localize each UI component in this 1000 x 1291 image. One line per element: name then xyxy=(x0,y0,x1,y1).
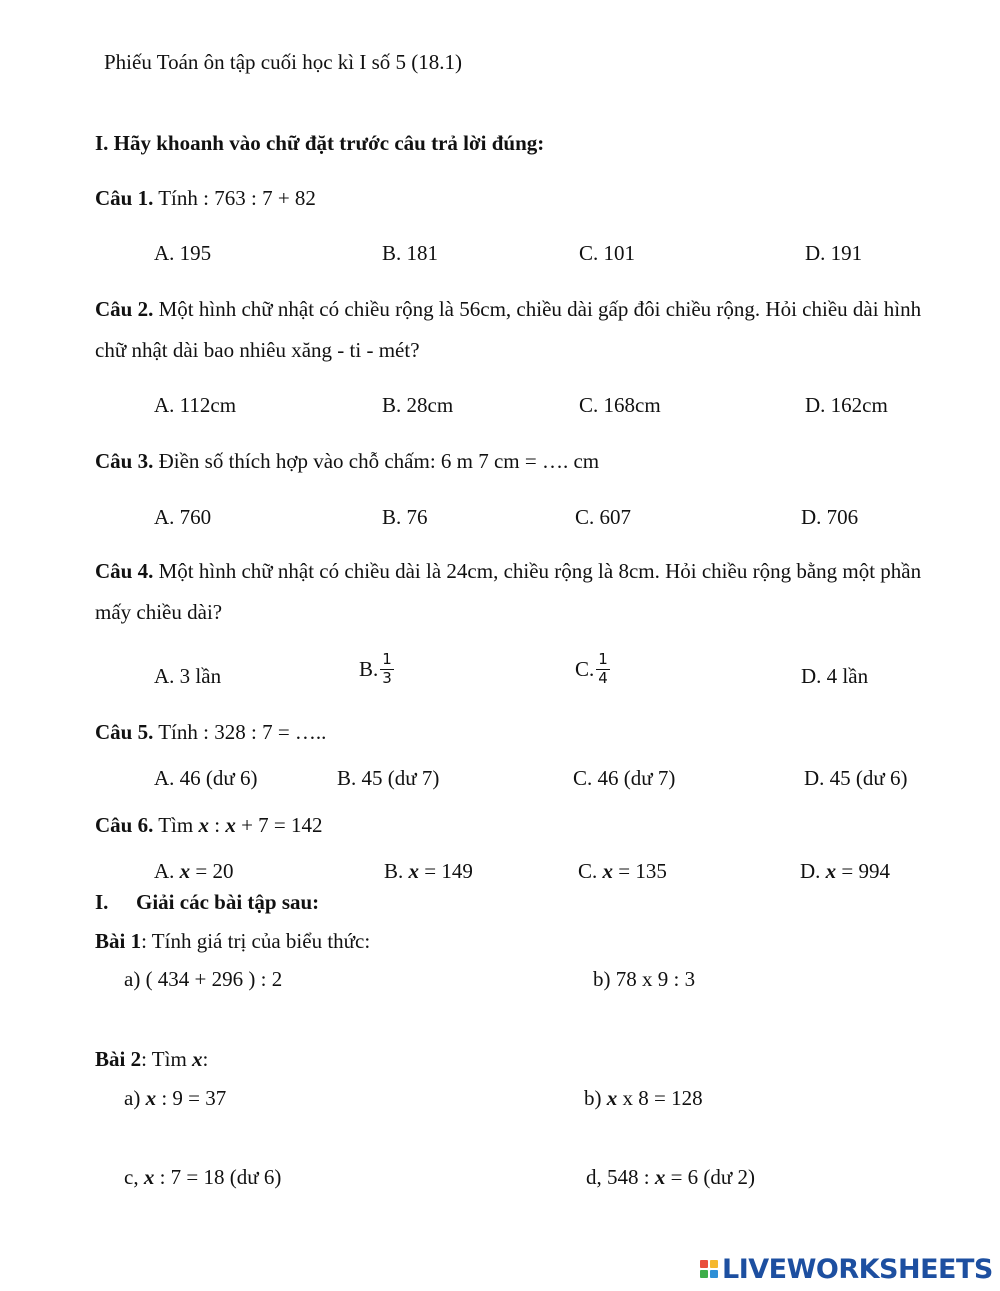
part-prefix: b) xyxy=(584,1086,602,1110)
question-6-equation: + 7 = 142 xyxy=(241,813,323,837)
exercise-1-part-a: a) ( 434 + 296 ) : 2 xyxy=(124,967,283,991)
section-2-heading: Giải các bài tập sau: xyxy=(136,890,320,914)
exercise-2-text: : Tìm xyxy=(141,1047,187,1071)
q3-option-c[interactable]: C. 607 xyxy=(575,505,632,529)
q3-option-d[interactable]: D. 706 xyxy=(801,505,859,529)
q1-option-d[interactable]: D. 191 xyxy=(805,241,863,265)
q2-option-a[interactable]: A. 112cm xyxy=(154,393,237,417)
fraction-one-quarter xyxy=(596,652,610,687)
question-5 xyxy=(95,722,326,743)
option-value: = 135 xyxy=(618,859,667,883)
exercise-2-part-b xyxy=(584,1088,703,1109)
q4-option-b-prefix: B. xyxy=(359,657,379,682)
q2-option-d[interactable]: D. 162cm xyxy=(805,393,888,417)
q4-option-c-prefix: C. xyxy=(575,657,595,682)
logo-square-icon xyxy=(700,1270,708,1278)
exercise-1-text: : Tính giá trị của biểu thức: xyxy=(141,929,371,953)
q5-option-c[interactable]: C. 46 (dư 7) xyxy=(573,766,676,790)
exercise-1 xyxy=(95,931,370,952)
variable-x: x xyxy=(225,813,236,837)
question-2-text: Một hình chữ nhật có chiều rộng là 56cm, chiều dài gấp đôi chiều rộng. Hỏi chiều dài hình chữ nhật dài bao nhiêu xăng - ti - mét? xyxy=(95,297,922,362)
variable-x: x xyxy=(198,813,209,837)
q4-option-d[interactable]: D. 4 lần xyxy=(801,664,869,688)
question-4-text: Một hình chữ nhật có chiều dài là 24cm, chiều rộng là 8cm. Hỏi chiều rộng bằng một phần mấy chiều dài? xyxy=(95,559,922,624)
variable-x: x xyxy=(606,1086,618,1110)
variable-x: x xyxy=(408,859,420,883)
question-6-colon: : xyxy=(214,813,221,837)
exercise-2-colon: : xyxy=(202,1047,209,1071)
exercise-1-label: Bài 1 xyxy=(95,929,142,953)
liveworksheets-brand-text: LIVEWORKSHEETS xyxy=(722,1253,993,1285)
variable-x: x xyxy=(179,859,191,883)
q3-option-b[interactable]: B. 76 xyxy=(382,505,428,529)
q6-option-a[interactable] xyxy=(154,861,234,882)
question-6-label: Câu 6. xyxy=(95,813,154,837)
part-prefix: a) xyxy=(124,1086,141,1110)
liveworksheets-logo-icon xyxy=(700,1260,718,1278)
liveworksheets-logo[interactable] xyxy=(700,1254,993,1284)
part-prefix: d, 548 : xyxy=(586,1165,650,1189)
exercise-1-part-b: b) 78 x 9 : 3 xyxy=(593,967,696,991)
question-4 xyxy=(95,551,925,633)
q4-option-b[interactable] xyxy=(359,650,394,689)
question-3-text: Điền số thích hợp vào chỗ chấm: 6 m 7 cm = …. cm xyxy=(158,449,600,473)
exercise-2-part-a xyxy=(124,1088,226,1109)
variable-x: x xyxy=(602,859,614,883)
variable-x: x xyxy=(192,1047,203,1071)
option-value: = 994 xyxy=(841,859,891,883)
part-prefix: c, xyxy=(124,1165,139,1189)
option-prefix: A. xyxy=(154,859,175,883)
variable-x: x xyxy=(654,1165,666,1189)
q5-option-b[interactable]: B. 45 (dư 7) xyxy=(337,766,440,790)
question-5-label: Câu 5. xyxy=(95,720,154,744)
exercise-2 xyxy=(95,1049,208,1070)
exercise-2-part-c xyxy=(124,1167,281,1188)
fraction-numerator: 1 xyxy=(382,650,392,668)
question-6 xyxy=(95,815,323,836)
q5-option-a[interactable]: A. 46 (dư 6) xyxy=(154,766,258,790)
q5-option-d[interactable]: D. 45 (dư 6) xyxy=(804,766,908,790)
section-1-heading: I. Hãy khoanh vào chữ đặt trước câu trả lời đúng: xyxy=(95,131,545,155)
question-1-text: Tính : 763 : 7 + 82 xyxy=(158,186,316,210)
q2-option-c[interactable]: C. 168cm xyxy=(579,393,661,417)
question-6-prefix: Tìm xyxy=(158,813,194,837)
fraction-denominator: 4 xyxy=(598,668,608,687)
q6-option-d[interactable] xyxy=(800,861,890,882)
option-value: = 20 xyxy=(195,859,234,883)
q2-option-b[interactable]: B. 28cm xyxy=(382,393,454,417)
option-value: = 149 xyxy=(424,859,473,883)
exercise-2-part-d xyxy=(586,1167,755,1188)
logo-square-icon xyxy=(710,1260,718,1268)
option-prefix: B. xyxy=(384,859,404,883)
variable-x: x xyxy=(145,1086,157,1110)
question-3-label: Câu 3. xyxy=(95,449,154,473)
logo-square-icon xyxy=(710,1270,718,1278)
fraction-numerator: 1 xyxy=(598,650,608,668)
variable-x: x xyxy=(825,859,837,883)
section-2-number: I. xyxy=(95,890,109,914)
part-equation: : 9 = 37 xyxy=(161,1086,227,1110)
q1-option-b[interactable]: B. 181 xyxy=(382,241,439,265)
q4-option-c[interactable] xyxy=(575,650,610,689)
question-1 xyxy=(95,188,316,209)
variable-x: x xyxy=(143,1165,155,1189)
question-2 xyxy=(95,289,925,371)
question-3 xyxy=(95,451,599,472)
worksheet-title: Phiếu Toán ôn tập cuối học kì I số 5 (18.1) xyxy=(104,50,463,74)
option-prefix: C. xyxy=(578,859,598,883)
question-4-label: Câu 4. xyxy=(95,559,154,583)
q1-option-c[interactable]: C. 101 xyxy=(579,241,636,265)
q6-option-c[interactable] xyxy=(578,861,667,882)
q1-option-a[interactable]: A. 195 xyxy=(154,241,212,265)
part-equation: x 8 = 128 xyxy=(622,1086,703,1110)
exercise-2-label: Bài 2 xyxy=(95,1047,142,1071)
logo-square-icon xyxy=(700,1260,708,1268)
q6-option-b[interactable] xyxy=(384,861,473,882)
fraction-one-third xyxy=(380,652,394,687)
question-2-label: Câu 2. xyxy=(95,297,154,321)
question-5-text: Tính : 328 : 7 = ….. xyxy=(158,720,327,744)
q3-option-a[interactable]: A. 760 xyxy=(154,505,212,529)
option-prefix: D. xyxy=(800,859,821,883)
part-equation: = 6 (dư 2) xyxy=(670,1165,756,1189)
part-equation: : 7 = 18 (dư 6) xyxy=(159,1165,282,1189)
fraction-denominator: 3 xyxy=(382,668,392,687)
q4-option-a[interactable]: A. 3 lần xyxy=(154,664,222,688)
question-1-label: Câu 1. xyxy=(95,186,154,210)
